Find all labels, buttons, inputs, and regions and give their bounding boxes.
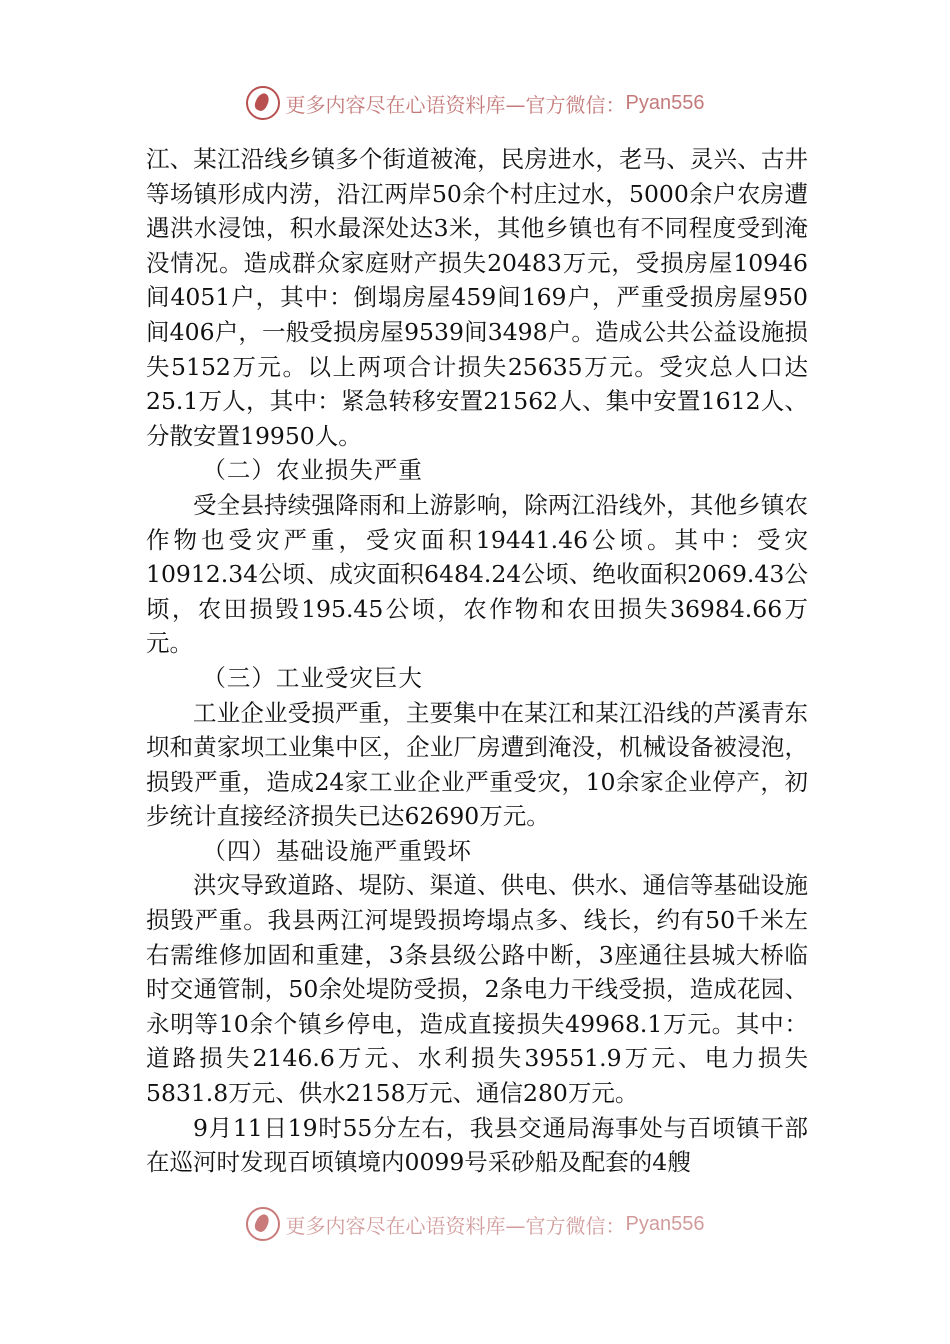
section-heading-industry: （三）工业受灾巨大 [202,663,423,692]
paragraph-agriculture: 受全县持续强降雨和上游影响，除两江沿线外，其他乡镇农作物也受灾严重，受灾面积19441.46公顷。其中：受灾10912.34公顷、成灾面积6484.24公顷、绝收面积2069.43公顷，农田损毁195.45公顷，农作物和农田损失36984.66万元。 [146,490,808,658]
section-heading-agriculture: （二）农业损失严重 [202,456,423,485]
watermark-logo-icon [246,1207,280,1241]
paragraph-infrastructure: 洪灾导致道路、堤防、渠道、供电、供水、通信等基础设施损毁严重。我县两江河堤毁损垮塌点多、线长，约有50千米左右需维修加固和重建，3条县级公路中断，3座通往县城大桥临时交通管制，50余处堤防受损，2条电力干线受损，造成花园、永明等10余个镇乡停电，造成直接损失49968.1万元。其中：道路损失2146.6万元、水利损失39551.9万元、电力损失5831.8万元、供水2158万元、通信280万元。 [146,871,808,1108]
watermark-wechat-id: Pyan556 [625,91,705,114]
paragraph-patrol-report: 9月11日19时55分左右，我县交通局海事处与百顷镇干部在巡河时发现百顷镇境内0099号采砂船及配套的4艘 [146,1113,808,1177]
watermark-wechat-id: Pyan556 [625,1212,705,1235]
watermark-header [0,83,950,123]
paragraph-household-losses: 江、某江沿线乡镇多个街道被淹，民房进水，老马、灵兴、古井等场镇形成内涝，沿江两岸50余个村庄过水，5000余户农房遭遇洪水浸蚀，积水最深处达3米，其他乡镇也有不同程度受到淹没情况。造成群众家庭财产损失20483万元，受损房屋10946间4051户，其中：倒塌房屋459间169户，严重受损房屋950间406户，一般受损房屋9539间3498户。造成公共公益设施损失5152万元。以上两项合计损失25635万元。受灾总人口达25.1万人，其中：紧急转移安置21562人、集中安置1612人、分散安置19950人。 [146,145,808,450]
watermark-text: 更多内容尽在心语资料库—官方微信： [285,92,626,117]
paragraph-industry: 工业企业受损严重，主要集中在某江和某江沿线的芦溪青东坝和黄家坝工业集中区，企业厂房遭到淹没，机械设备被浸泡，损毁严重，造成24家工业企业严重受灾，10余家企业停产，初步统计直接经济损失已达62690万元。 [146,698,808,831]
watermark-footer [0,1204,950,1244]
document-body [146,142,808,1180]
section-heading-infrastructure: （四）基础设施严重毁坏 [202,836,472,865]
watermark-logo-icon [246,86,280,120]
watermark-text: 更多内容尽在心语资料库—官方微信： [285,1213,626,1238]
